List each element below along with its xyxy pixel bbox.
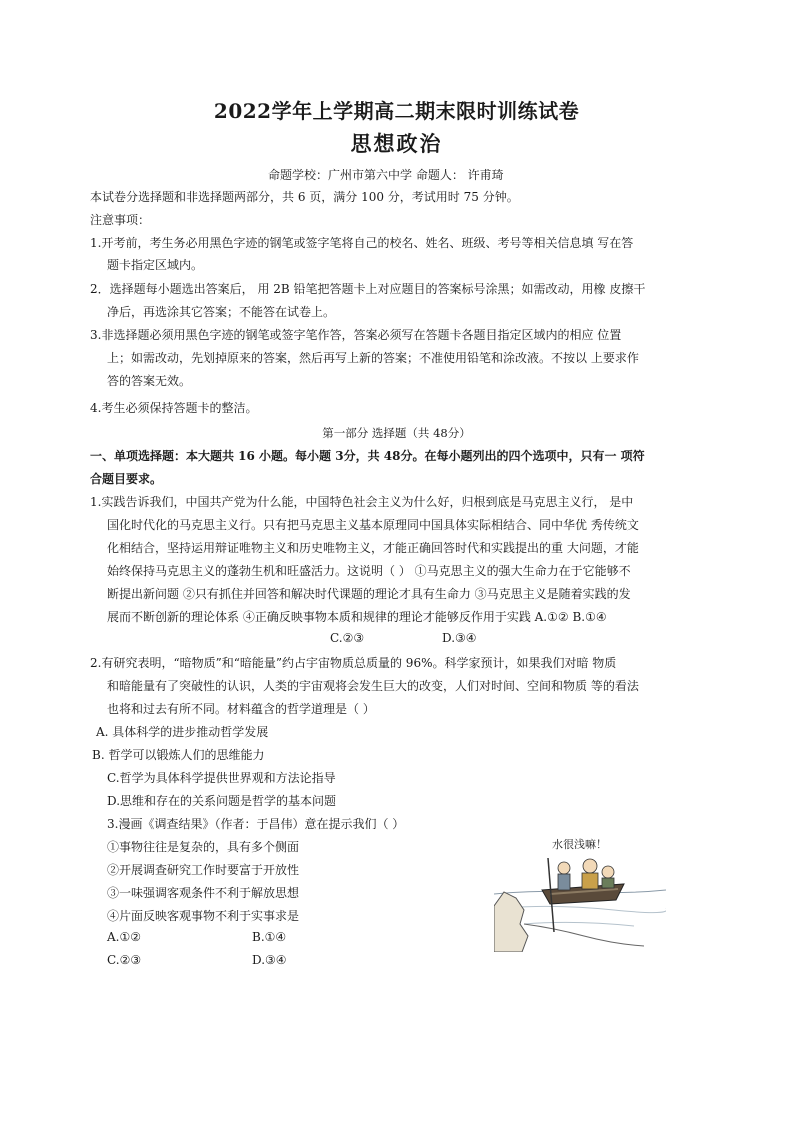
- exam-intro: 本试卷分选择题和非选择题两部分，共 6 页，满分 100 分，考试用时 75 分钟。: [90, 190, 519, 204]
- q2-option-a: A. 具体科学的进步推动哲学发展: [96, 725, 269, 739]
- notice-line: 净后，再选涂其它答案；不能答在试卷上。: [107, 305, 336, 319]
- q3-stem: 3.漫画《调查结果》（作者：于昌伟）意在提示我们（ ）: [107, 817, 405, 831]
- q3-option-c: C.②③: [107, 953, 142, 967]
- notice-line: 题卡指定区域内。: [107, 258, 204, 272]
- q1-line: 断提出新问题 ②只有抓住并回答和解决时代课题的理论才具有生命力 ③马克思主义是随着实践的发: [107, 587, 631, 601]
- q1-line: 展而不断创新的理论体系 ④正确反映事物本质和规律的理论才能够反作用于实践 A.①② B.①④: [107, 610, 607, 624]
- part1-heading: 第一部分 选择题（共 48分）: [322, 426, 471, 440]
- exam-title: 2022学年上学期高二期末限时训练试卷: [213, 99, 580, 123]
- part1-instruction: 合题目要求。: [90, 472, 163, 486]
- q1-line: 化相结合，坚持运用辩证唯物主义和历史唯物主义，才能正确回答时代和实践提出的重 大问题，才能: [107, 541, 639, 555]
- q1-option-c: C.②③: [330, 631, 365, 645]
- q1-line: 国化时代化的马克思主义行。只有把马克思主义基本原理同中国具体实际相结合、同中华优 秀传统文: [107, 518, 639, 532]
- q2-option-c: C.哲学为具体科学提供世界观和方法论指导: [107, 771, 336, 785]
- q3-item: ④片面反映客观事物不利于实事求是: [107, 909, 300, 923]
- part1-instruction: 一、单项选择题：本大题共 16 小题。每小题 3分，共 48分。在每小题列出的四个选项中，只有一 项符: [90, 449, 645, 463]
- q3-item: ①事物往往是复杂的，具有多个侧面: [107, 840, 300, 854]
- subject-title: 思想政治: [350, 131, 443, 156]
- notice-line: 答的答案无效。: [107, 374, 192, 388]
- q1-option-d: D.③④: [442, 631, 477, 645]
- q3-item: ③一味强调客观条件不利于解放思想: [107, 886, 300, 900]
- cartoon-drawing: [494, 828, 666, 952]
- cartoon-illustration: [494, 828, 666, 952]
- notice-line: 1.开考前，考生务必用黑色字迹的钢笔或签字笔将自己的校名、姓名、班级、考号等相关信息填 写在答: [90, 236, 634, 250]
- q2-line: 也将和过去有所不同。材料蕴含的哲学道理是（ ）: [107, 702, 375, 716]
- q3-option-d: D.③④: [252, 953, 287, 967]
- cartoon-caption: 水很浅嘛！: [552, 838, 607, 851]
- notice-line: 3.非选择题必须用黑色字迹的钢笔或签字笔作答，答案必须写在答题卡各题目指定区域内的相应 位置: [90, 328, 622, 342]
- q1-line: 1.实践告诉我们，中国共产党为什么能，中国特色社会主义为什么好，归根到底是马克思主义行， 是中: [90, 495, 634, 509]
- q3-option-a: A.①②: [107, 930, 141, 944]
- notice-line: 2．选择题每小题选出答案后， 用 2B 铅笔把答题卡上对应题目的答案标号涂黑；如需改动，用橡 皮擦干: [90, 282, 646, 296]
- q2-line: 和暗能量有了突破性的认识，人类的宇宙观将会发生巨大的改变，人们对时间、空间和物质 等的看法: [107, 679, 639, 693]
- author-line: 命题学校：广州市第六中学 命题人： 许甫琦: [268, 168, 504, 182]
- notice-line: 上；如需改动，先划掉原来的答案，然后再写上新的答案；不准使用铅笔和涂改液。不按以 上要求作: [107, 351, 639, 365]
- q2-option-b: B. 哲学可以锻炼人们的思维能力: [92, 748, 265, 762]
- notice-line: 4.考生必须保持答题卡的整洁。: [90, 401, 258, 415]
- notice-title: 注意事项：: [90, 213, 151, 227]
- q2-line: 2.有研究表明，“暗物质”和“暗能量”约占宇宙物质总质量的 96%。科学家预计，如果我们对暗 物质: [90, 656, 617, 670]
- q2-option-d: D.思维和存在的关系问题是哲学的基本问题: [107, 794, 337, 808]
- q1-line: 始终保持马克思主义的蓬勃生机和旺盛活力。这说明（ ） ①马克思主义的强大生命力在于它能够不: [107, 564, 631, 578]
- q3-option-b: B.①④: [252, 930, 287, 944]
- q3-item: ②开展调查研究工作时要富于开放性: [107, 863, 300, 877]
